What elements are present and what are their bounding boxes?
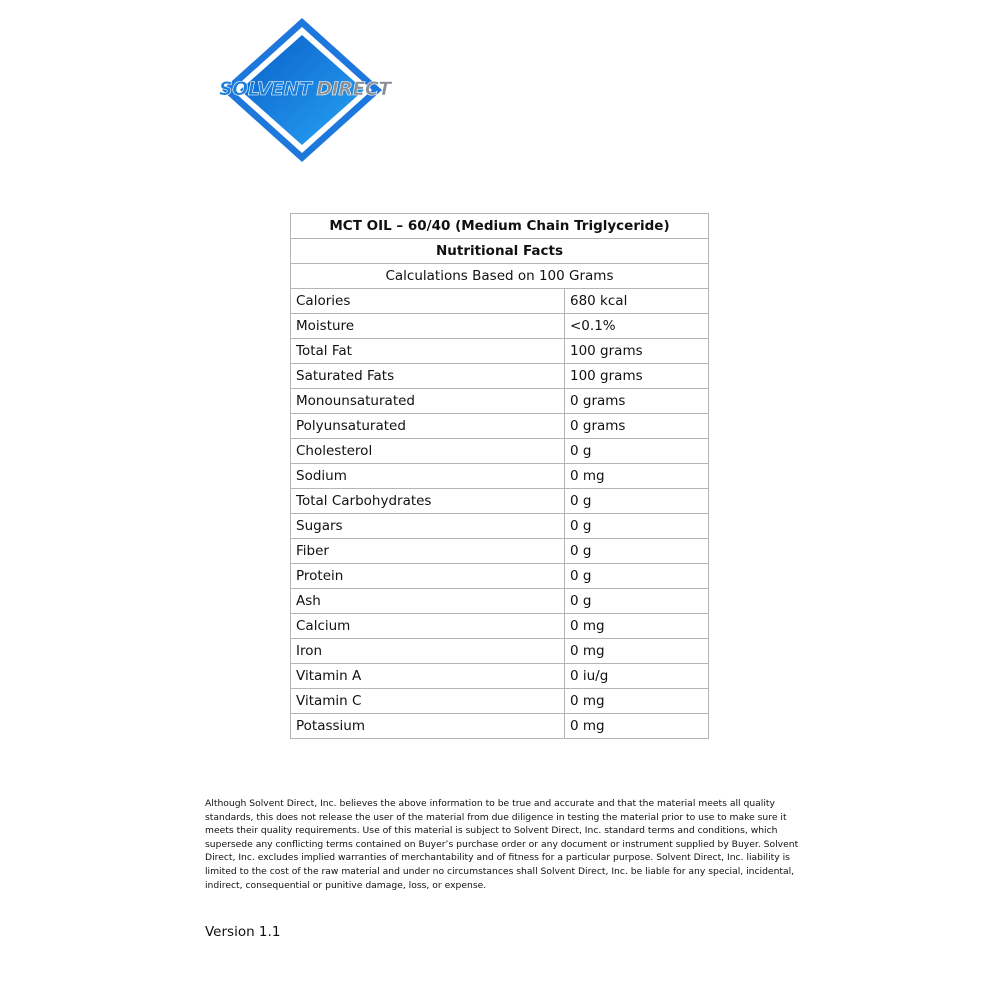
table-row (291, 689, 709, 714)
table-title-row (291, 214, 709, 239)
nutrient-value: 0 g (565, 589, 709, 614)
version-label: Version 1.1 (205, 924, 281, 940)
table-title: MCT OIL – 60/40 (Medium Chain Triglyceride) (291, 214, 709, 239)
nutrient-label: Saturated Fats (291, 364, 565, 389)
table-subtitle: Nutritional Facts (291, 239, 709, 264)
nutrient-label: Total Carbohydrates (291, 489, 565, 514)
logo-word-direct: DIRECT (316, 78, 391, 100)
table-row (291, 414, 709, 439)
nutrient-label: Sugars (291, 514, 565, 539)
table-subtitle-row (291, 239, 709, 264)
nutrient-label: Calories (291, 289, 565, 314)
nutrient-value: 100 grams (565, 339, 709, 364)
nutrient-value: 0 mg (565, 639, 709, 664)
nutrient-value: 0 g (565, 539, 709, 564)
nutrient-label: Moisture (291, 314, 565, 339)
nutrient-value: 0 g (565, 489, 709, 514)
table-row (291, 564, 709, 589)
nutrient-label: Protein (291, 564, 565, 589)
nutrient-value: 0 grams (565, 389, 709, 414)
table-row (291, 364, 709, 389)
nutrition-facts-table (290, 213, 709, 739)
nutrient-label: Polyunsaturated (291, 414, 565, 439)
nutrient-value: 0 g (565, 439, 709, 464)
table-row (291, 614, 709, 639)
nutrient-value: 0 mg (565, 464, 709, 489)
table-row (291, 589, 709, 614)
table-basis: Calculations Based on 100 Grams (291, 264, 709, 289)
nutrient-label: Vitamin A (291, 664, 565, 689)
nutrient-label: Ash (291, 589, 565, 614)
table-basis-row (291, 264, 709, 289)
table-row (291, 314, 709, 339)
table-row (291, 514, 709, 539)
nutrient-value: 0 mg (565, 714, 709, 739)
nutrient-label: Cholesterol (291, 439, 565, 464)
nutrient-value: 0 mg (565, 614, 709, 639)
nutrient-value: 0 g (565, 564, 709, 589)
nutrient-label: Fiber (291, 539, 565, 564)
nutrient-value: 0 grams (565, 414, 709, 439)
nutrient-value: <0.1% (565, 314, 709, 339)
nutrient-value: 680 kcal (565, 289, 709, 314)
table-row (291, 664, 709, 689)
logo-wordmark (219, 78, 391, 100)
table-row (291, 389, 709, 414)
table-row (291, 639, 709, 664)
nutrient-value: 100 grams (565, 364, 709, 389)
nutrient-label: Sodium (291, 464, 565, 489)
nutrient-label: Calcium (291, 614, 565, 639)
nutrient-label: Total Fat (291, 339, 565, 364)
table-row (291, 714, 709, 739)
nutrient-label: Monounsaturated (291, 389, 565, 414)
table-row (291, 289, 709, 314)
table-row (291, 539, 709, 564)
company-logo (215, 15, 390, 165)
nutrient-label: Vitamin C (291, 689, 565, 714)
disclaimer-text: Although Solvent Direct, Inc. believes the above information to be true and accurate and that the material meets all quality standards, this does not release the user of the material from due diligence in testing the material prior to use to make sure it meets their quality requirements. Use of this material is subject to Solvent Direct, Inc. standard terms and conditions, which supersede any conflicting terms contained on Buyer’s purchase order or any document or instrument supplied by Buyer. Solvent Direct, Inc. excludes implied warranties of merchantability and of fitness for a particular purpose. Solvent Direct, Inc. liability is limited to the cost of the raw material and under no circumstances shall Solvent Direct, Inc. be liable for any special, incidental, indirect, consequential or punitive damage, loss, or expense. (205, 798, 799, 891)
table-row (291, 489, 709, 514)
table-row (291, 439, 709, 464)
nutrient-value: 0 iu/g (565, 664, 709, 689)
table-row (291, 339, 709, 364)
nutrient-value: 0 mg (565, 689, 709, 714)
logo-word-solvent: SOLVENT (219, 78, 312, 100)
nutrient-value: 0 g (565, 514, 709, 539)
table-row (291, 464, 709, 489)
nutrient-label: Iron (291, 639, 565, 664)
nutrient-label: Potassium (291, 714, 565, 739)
